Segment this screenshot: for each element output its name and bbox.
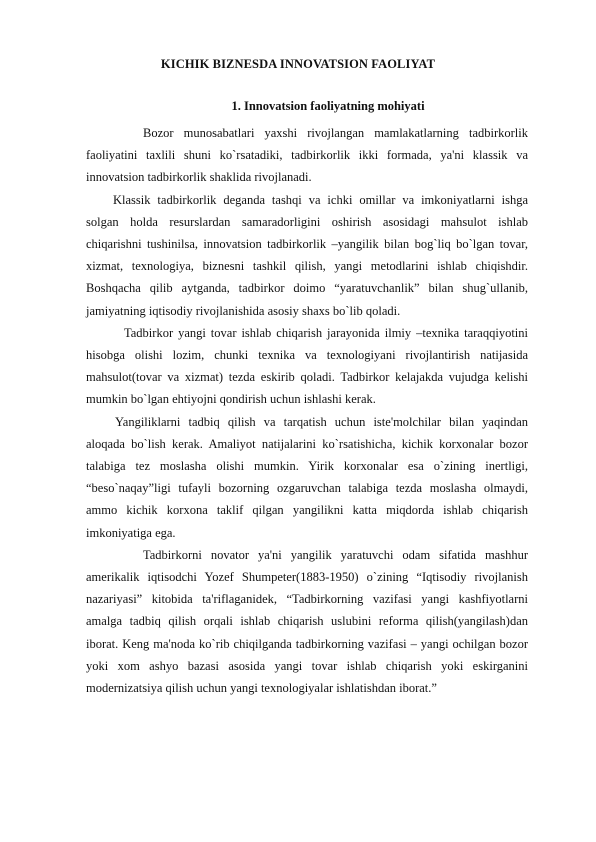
paragraph-4: Yangiliklarni tadbiq qilish va tarqatish uchun iste'molchilar bilan yaqindan aloqada bo`lish kerak. Amaliyot natijalarini ko`rsatishicha, kichik korxonalar bozor talabiga tez moslasha olishi mumkin. Yirik korxonalar esa o`zining inertligi, “beso`naqay”ligi tufayli bozorning ozgaruvchan talabiga tezda moslasha olmaydi, ammo kichik korxona taklif qilgan yangilikni katta miqdorda ishlab chiqarish imkoniyatiga ega.	[86, 414, 528, 540]
paragraph-3: Tadbirkor yangi tovar ishlab chiqarish jarayonida ilmiy –texnika taraqqiyotini hisobga olishi lozim, chunki texnika va texnologiyani rivojlantirish natijasida mahsulot(tovar va xizmat) tezda eskirib qoladi. Tadbirkor kelajakda vujudga kelishi mumkin bo`lgan ehtiyojni qondirish uchun ishlashi kerak.	[86, 325, 528, 407]
section-heading: 1. Innovatsion faoliyatning mohiyati	[231, 99, 425, 113]
document-title: KICHIK BIZNESDA INNOVATSION FAOLIYAT	[160, 57, 436, 71]
document-body	[86, 122, 528, 699]
paragraph-1: Bozor munosabatlari yaxshi rivojlangan mamlakatlarning tadbirkorlik faoliyatini taxlili shuni ko`rsatadiki, tadbirkorlik ikki formada, ya'ni klassik va innovatsion tadbirkorlik shaklida rivojlanadi.	[86, 126, 528, 185]
paragraph-5: Tadbirkorni novator ya'ni yangilik yaratuvchi odam sifatida mashhur amerikalik iqtisodchi Yozef Shumpeter(1883-1950) o`zining “Iqtisodiy rivojlanish nazariyasi” kitobida ta'riflaganidek, “Tadbirkorning vazifasi yangi kashfiyotlarni amalga tadbiq qilish orqali ishlab chiqarish uslubini reforma qilish(yangilash)dan iborat. Keng ma'noda ko`rib chiqilganda tadbirkorning vazifasi – yangi ochilgan bozor yoki xom ashyo bazasi asosida yangi tovar ishlab chiqarish yoki eskirganini modernizatsiya qilish uchun yangi texnologiyalar ishlatishdan iborat.”	[86, 547, 528, 696]
paragraph-2: Klassik tadbirkorlik deganda tashqi va ichki omillar va imkoniyatlarni ishga solgan holda resurslardan samaradorligini oshirish asosidagi mahsulot ishlab chiqarishni tushinilsa, innovatsion tadbirkorlik –yangilik bilan bog`liq bo`lgan tovar, xizmat, texnologiya, biznesni tashkil qilish, yangi metodlarini ishlab chiqishdir. Boshqacha qilib aytganda, tadbirkor doimo “yaratuvchanlik” bilan shug`ullanib, jamiyatning iqtisodiy rivojlanishida asosiy shaxs bo`lib qoladi.	[86, 192, 528, 318]
